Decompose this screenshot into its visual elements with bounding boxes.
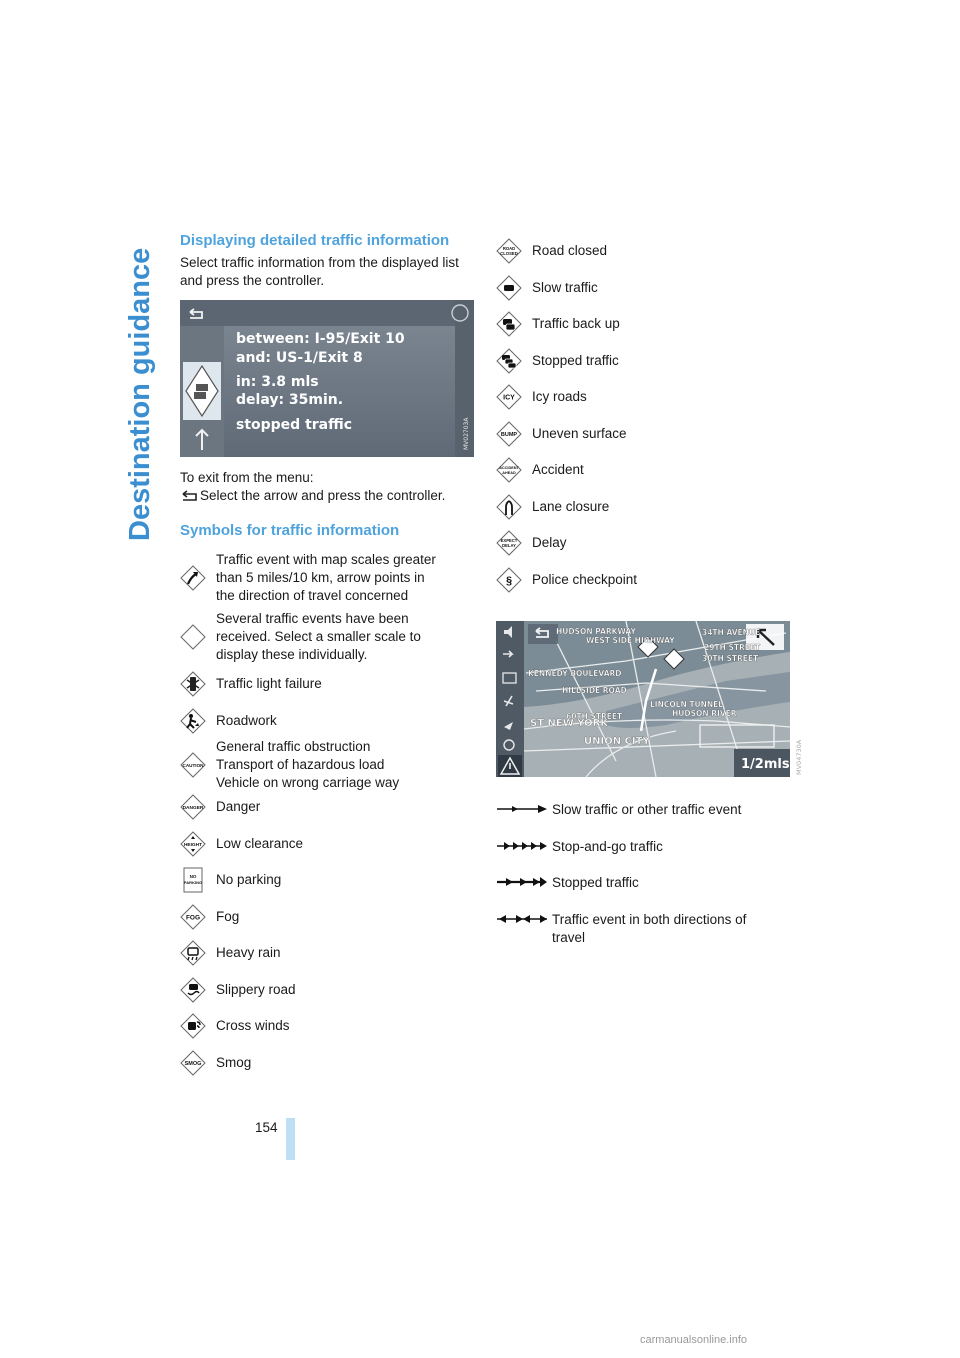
symbol-row-road-closed (496, 238, 607, 264)
symbol-row-caution (180, 738, 399, 792)
icon-badge: CAUTION (182, 763, 204, 768)
icon-badge: § (505, 575, 513, 587)
symbol-row-danger (180, 794, 260, 820)
legend-text: Stopped traffic (552, 875, 639, 890)
intro-text (180, 254, 459, 290)
map-label: LINCOLN TUNNEL (650, 700, 724, 709)
symbol-row-several-events (180, 610, 421, 664)
symbol-row-slow-traffic (496, 275, 598, 301)
traffic-back-up-icon (496, 311, 522, 337)
symbol-text: Several traffic events have been (216, 611, 409, 626)
traffic-light-failure-icon (180, 671, 206, 697)
distance-text: in: 3.8 mls (236, 374, 319, 390)
intro-line-2: and press the controller. (180, 273, 325, 288)
map-scale-text: 1/2mls (741, 757, 790, 772)
map-label: 60TH STREET (566, 712, 623, 721)
several-events-icon (180, 624, 206, 650)
exit-line-1: To exit from the menu: (180, 470, 314, 485)
symbol-text: received. Select a smaller scale to (216, 629, 421, 644)
slow-traffic-icon (496, 275, 522, 301)
map-label: HILLSIDE ROAD (562, 686, 627, 695)
stopped-arrow-line-icon (496, 874, 548, 892)
symbol-text: Vehicle on wrong carriage way (216, 775, 400, 790)
svg-text:ROAD: ROAD (502, 246, 516, 251)
symbol-text: Icy roads (532, 389, 587, 404)
symbol-row-slippery-road (180, 977, 296, 1003)
symbol-row-roadwork (180, 708, 277, 734)
symbol-row-traffic-light (180, 671, 322, 697)
symbol-row-no-parking (180, 867, 281, 893)
low-clearance-icon (180, 831, 206, 857)
map-label: WEST SIDE HIGHWAY (586, 636, 675, 645)
arrow-curve-icon (180, 565, 206, 591)
symbol-text: General traffic obstruction (216, 739, 371, 754)
page-marker-bar (286, 1118, 295, 1160)
symbol-row-heavy-rain (180, 940, 281, 966)
lane-closure-icon (496, 494, 522, 520)
smog-icon (180, 1050, 206, 1076)
svg-text:DELAY: DELAY (502, 543, 516, 548)
icon-badge: FOG (185, 914, 201, 922)
map-image-code (793, 690, 803, 780)
exit-line-2: Select the arrow and press the controller. (200, 488, 446, 503)
police-checkpoint-icon (496, 567, 522, 593)
svg-text:NO: NO (189, 874, 197, 879)
delay-icon (496, 530, 522, 556)
and-text: and: US-1/Exit 8 (236, 350, 363, 366)
fog-icon (180, 904, 206, 930)
svg-text:ACCIDENT: ACCIDENT (499, 466, 519, 470)
roadwork-icon (180, 708, 206, 734)
accident-icon (496, 457, 522, 483)
icon-badge: DANGER (182, 806, 204, 811)
side-title-text: Destination guidance (124, 247, 156, 541)
symbol-row-traffic-back-up (496, 311, 620, 337)
heavy-rain-icon (180, 940, 206, 966)
symbol-row-arrow (180, 551, 436, 605)
symbol-text: Uneven surface (532, 426, 627, 441)
symbol-text: Police checkpoint (532, 572, 638, 587)
symbol-row-icy-roads (496, 384, 587, 410)
back-arrow-icon (180, 489, 200, 503)
symbol-text: Danger (216, 799, 261, 814)
symbol-row-uneven-surface (496, 421, 627, 447)
symbol-text: Road closed (532, 243, 608, 258)
symbol-text: the direction of travel concerned (216, 588, 409, 603)
section-title-symbols: Symbols for traffic information (180, 522, 400, 539)
symbol-text: Delay (532, 535, 567, 550)
symbol-text: display these individually. (216, 647, 368, 662)
map-label: 29TH STREET (704, 643, 761, 652)
map-label: ST NEW YORK (530, 718, 609, 729)
image-code: MV02703A (463, 417, 470, 450)
symbol-text: Accident (532, 462, 584, 477)
symbol-text: Cross winds (216, 1018, 290, 1033)
legend-row-bidirectional (496, 911, 762, 947)
icon-badge: SMOG (184, 1061, 202, 1067)
symbol-text: Heavy rain (216, 945, 281, 960)
icy-roads-icon (496, 384, 522, 410)
legend-row-stopped (496, 874, 762, 892)
caution-icon (180, 752, 206, 778)
symbol-row-accident (496, 457, 584, 483)
cross-winds-icon (180, 1013, 206, 1039)
multi-arrow-line-icon (496, 838, 548, 856)
symbol-text: Traffic back up (532, 316, 620, 331)
symbol-text: Stopped traffic (532, 353, 619, 368)
symbol-text: Smog (216, 1055, 252, 1070)
road-closed-icon (496, 238, 522, 264)
back-arrow-icon[interactable] (528, 624, 558, 644)
danger-icon (180, 794, 206, 820)
symbol-row-smog (180, 1050, 251, 1076)
symbol-text: Low clearance (216, 836, 304, 851)
map-label: 30TH STREET (702, 654, 759, 663)
symbol-text: Slippery road (216, 982, 296, 997)
symbol-row-fog (180, 904, 239, 930)
single-arrow-line-icon (496, 801, 548, 819)
symbol-row-stopped-traffic (496, 348, 619, 374)
no-parking-icon (180, 867, 206, 893)
symbol-text: Transport of hazardous load (216, 757, 385, 772)
map-label: KENNEDY BOULEVARD (528, 669, 622, 678)
map-label: HUDSON RIVER (672, 709, 737, 718)
svg-text:CLOSED: CLOSED (500, 251, 518, 256)
status-text: stopped traffic (236, 417, 353, 433)
exit-instructions (180, 469, 445, 505)
symbol-text: Roadwork (216, 713, 277, 728)
map-label: 34TH AVENUE (702, 628, 761, 637)
icon-badge: ICY (503, 394, 515, 402)
uneven-surface-icon (496, 421, 522, 447)
symbol-row-cross-winds (180, 1013, 290, 1039)
traffic-detail-screen (180, 300, 474, 457)
symbol-text: than 5 miles/10 km, arrow points in (216, 570, 425, 585)
symbol-text: No parking (216, 872, 282, 887)
map-scale[interactable] (734, 749, 790, 777)
map-label: UNION CITY (584, 736, 650, 747)
legend-text: Slow traffic or other traffic event (552, 802, 742, 817)
map-image-code-text: MV04730A (795, 739, 803, 775)
svg-text:AHEAD: AHEAD (502, 471, 516, 475)
icon-badge: BUMP (500, 432, 518, 438)
stopped-traffic-selected-icon[interactable] (183, 362, 221, 420)
symbol-text: Lane closure (532, 499, 610, 514)
symbol-row-delay (496, 530, 567, 556)
side-title (118, 226, 158, 556)
page-number: 154 (255, 1120, 278, 1135)
symbol-text: Slow traffic (532, 280, 598, 295)
symbol-text: Traffic event with map scales greater (216, 552, 436, 567)
symbol-text: Traffic light failure (216, 676, 322, 691)
bidirectional-arrow-line-icon (496, 911, 548, 929)
symbol-text: Fog (216, 909, 240, 924)
delay-text: delay: 35min. (236, 392, 344, 408)
legend-row-multi (496, 838, 762, 856)
symbol-row-police-checkpoint (496, 567, 637, 593)
legend-text: Stop-and-go traffic (552, 839, 663, 854)
symbol-row-low-clearance (180, 831, 303, 857)
map-label: HUDSON PARKWAY (556, 627, 636, 636)
slippery-road-icon (180, 977, 206, 1003)
symbol-row-lane-closure (496, 494, 609, 520)
legend-text: Traffic event in both directions of travel (552, 912, 747, 945)
svg-text:PARKING: PARKING (183, 880, 203, 885)
between-text: between: I-95/Exit 10 (236, 331, 405, 347)
intro-line-1: Select traffic information from the displayed list (180, 255, 459, 270)
svg-text:EXPECT: EXPECT (500, 538, 518, 543)
stopped-traffic-icon (496, 348, 522, 374)
icon-badge: HEIGHT (183, 843, 203, 848)
section-title-detailed-info: Displaying detailed traffic information (180, 232, 450, 249)
traffic-map-screen (496, 621, 790, 777)
warning-icon[interactable] (498, 755, 522, 777)
legend-row-single (496, 801, 762, 819)
footer-watermark: carmanualsonline.info (640, 1334, 748, 1346)
